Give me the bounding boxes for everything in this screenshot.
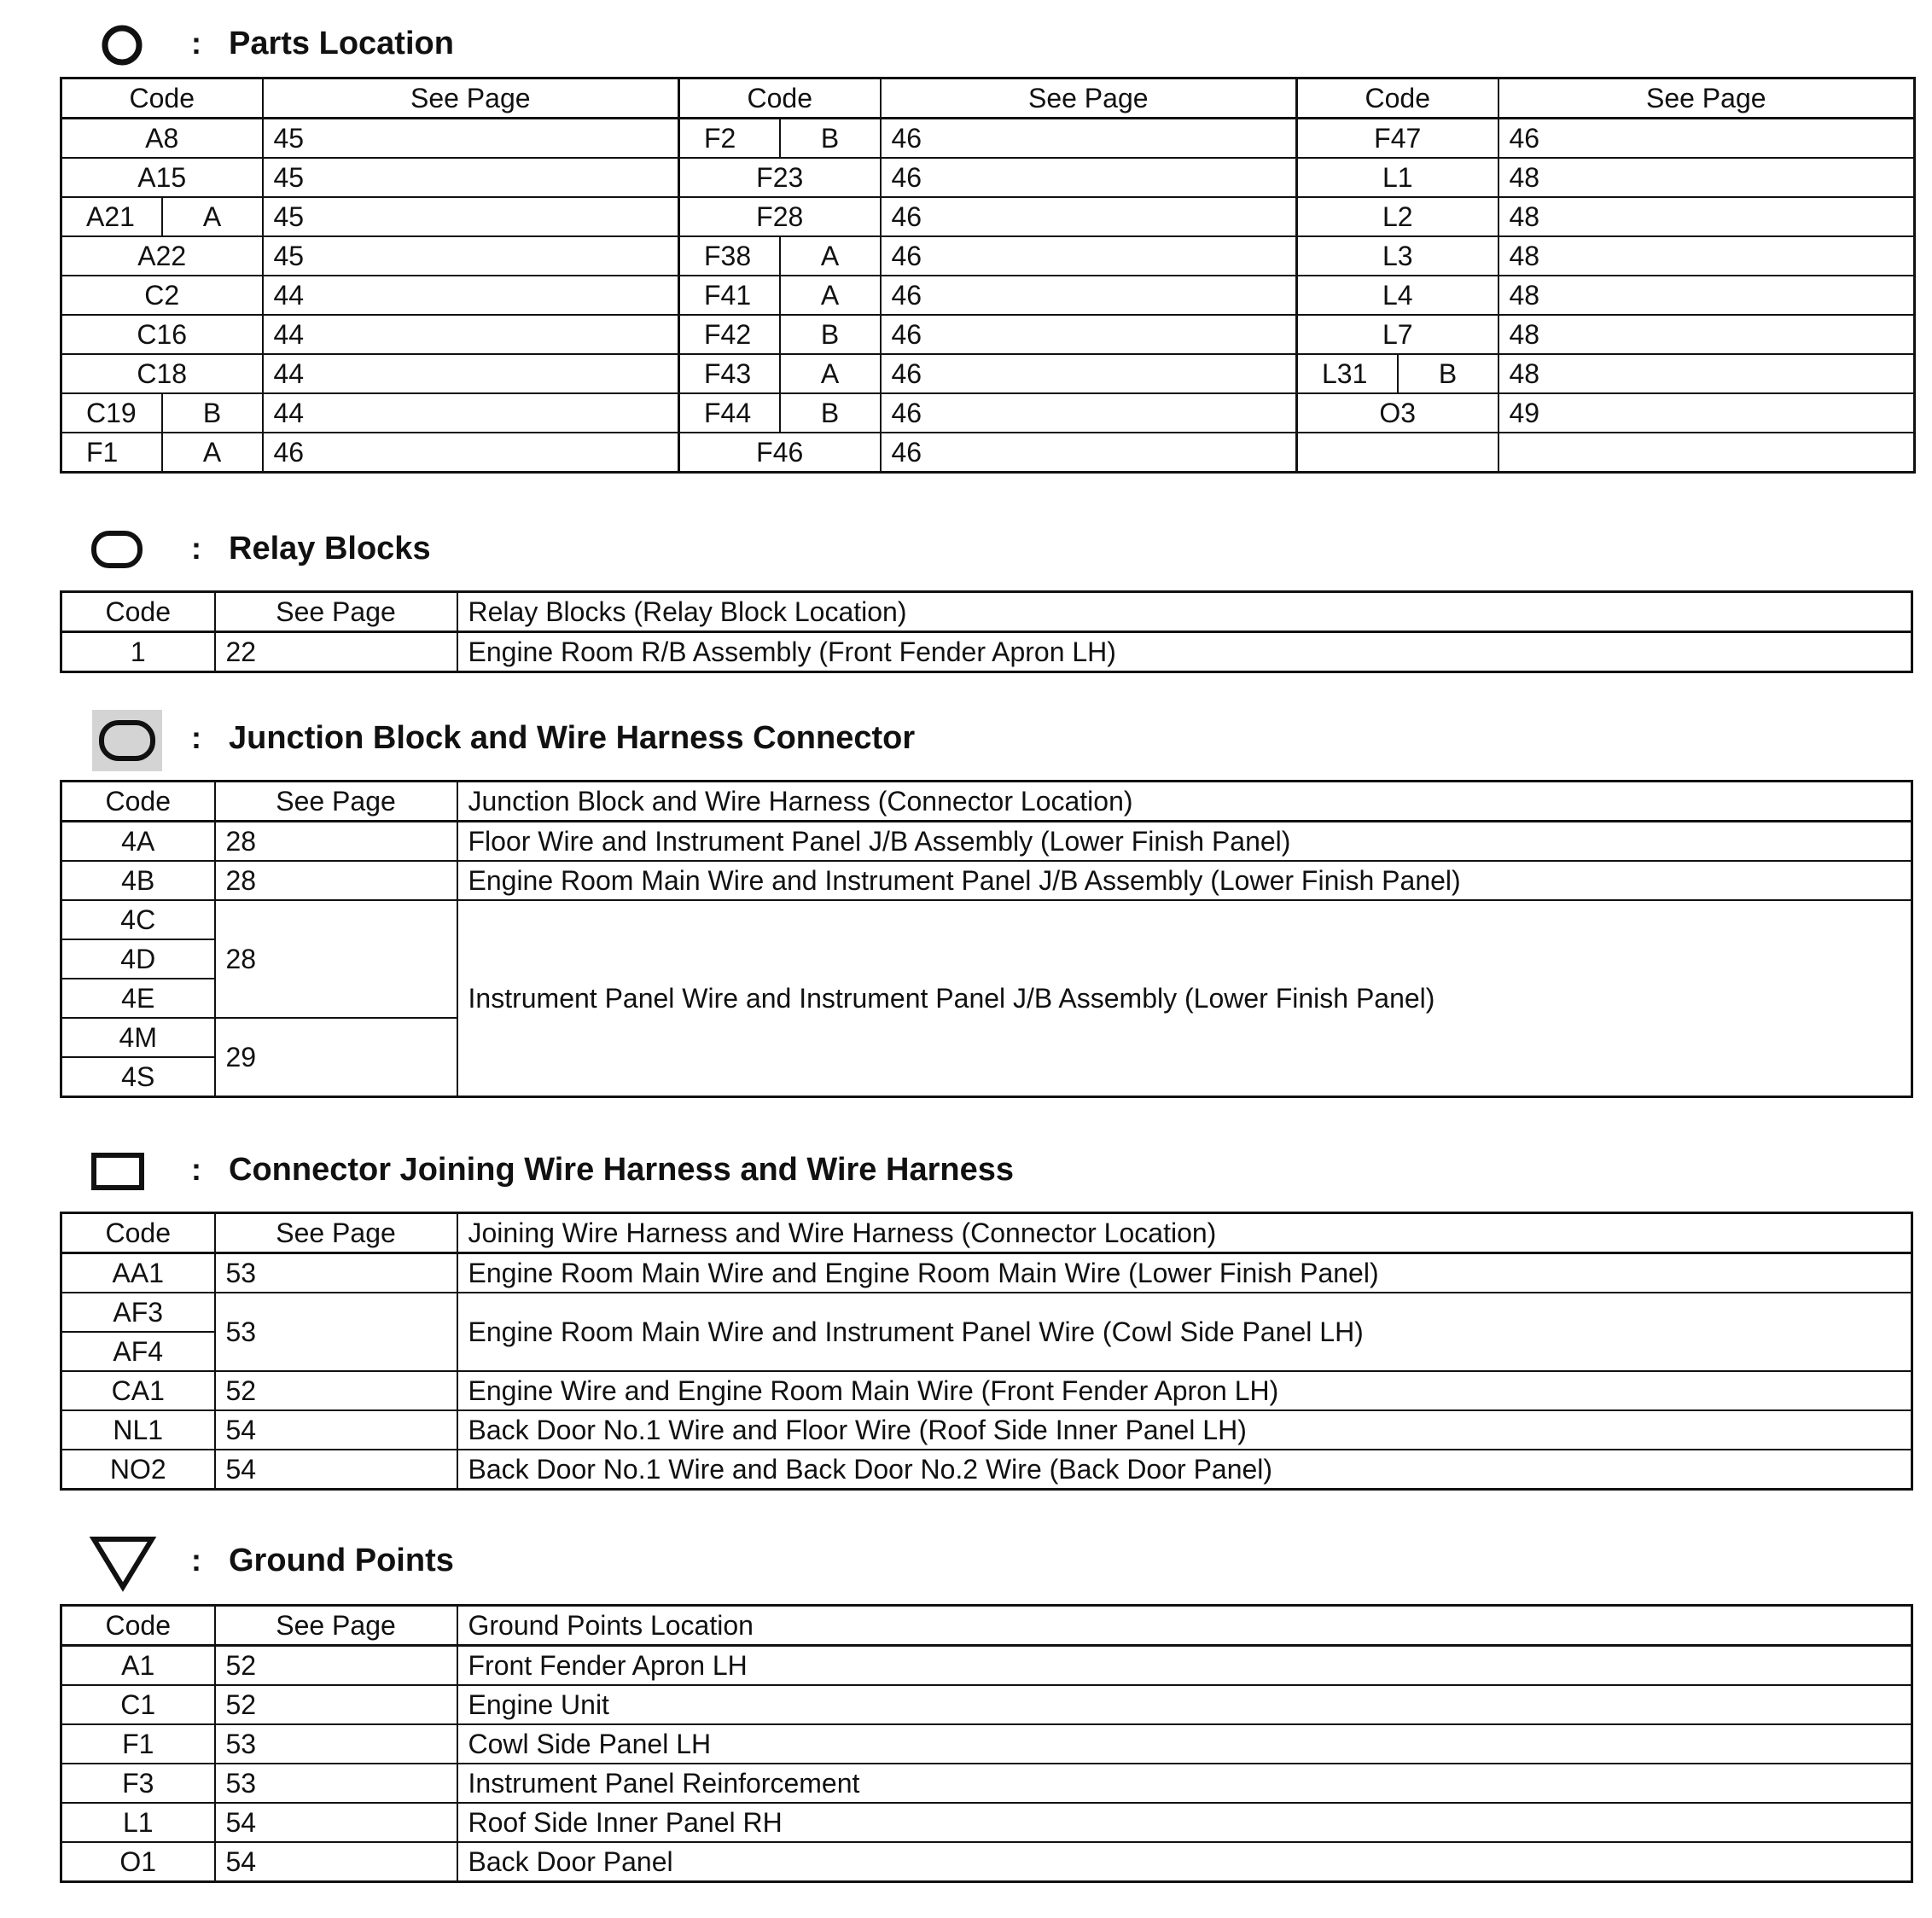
description-cell: Floor Wire and Instrument Panel J/B Assembly (Lower Finish Panel) bbox=[457, 822, 1912, 862]
page-cell: 46 bbox=[881, 433, 1297, 473]
code-cell: L1 bbox=[1297, 158, 1498, 197]
page-cell: 46 bbox=[881, 354, 1297, 393]
column-header: Code bbox=[61, 1606, 215, 1646]
code-cell: L31 bbox=[1297, 354, 1398, 393]
junction-block-colon: : bbox=[191, 720, 201, 755]
description-cell: Engine Room R/B Assembly (Front Fender Apron LH) bbox=[457, 632, 1912, 672]
code-cell: F44 bbox=[679, 393, 780, 433]
page-cell: 22 bbox=[215, 632, 457, 672]
shaded-rounded-rectangle-icon bbox=[92, 710, 162, 771]
parts-location-table bbox=[60, 77, 1916, 474]
connector-joining-title: Connector Joining Wire Harness and Wire Harness bbox=[229, 1152, 1014, 1188]
parts-location-header bbox=[0, 19, 1280, 70]
code-cell: 4M bbox=[61, 1018, 215, 1057]
column-header: See Page bbox=[263, 78, 679, 119]
code-cell: F1 bbox=[61, 1724, 215, 1764]
code-cell: A22 bbox=[61, 236, 263, 276]
page-cell: 54 bbox=[215, 1410, 457, 1450]
description-cell: Back Door No.1 Wire and Floor Wire (Roof Side Inner Panel LH) bbox=[457, 1410, 1912, 1450]
code-cell: L7 bbox=[1297, 315, 1498, 354]
code-cell: 4S bbox=[61, 1057, 215, 1097]
code-cell: 4D bbox=[61, 939, 215, 979]
code-sub-cell: B bbox=[162, 393, 263, 433]
junction-block-header bbox=[0, 710, 1280, 761]
parts-location-title: Parts Location bbox=[229, 26, 454, 61]
relay-blocks-table bbox=[60, 590, 1913, 673]
table-row bbox=[61, 276, 1915, 315]
parts-location-colon: : bbox=[191, 26, 201, 61]
page-cell: 45 bbox=[263, 236, 679, 276]
page-cell: 28 bbox=[215, 822, 457, 862]
page-cell: 54 bbox=[215, 1842, 457, 1882]
code-cell: F41 bbox=[679, 276, 780, 315]
code-cell: C16 bbox=[61, 315, 263, 354]
description-cell: Engine Room Main Wire and Engine Room Main Wire (Lower Finish Panel) bbox=[457, 1253, 1912, 1293]
page-cell: 54 bbox=[215, 1450, 457, 1490]
page-cell: 53 bbox=[215, 1253, 457, 1293]
code-cell: O3 bbox=[1297, 393, 1498, 433]
description-cell: Roof Side Inner Panel RH bbox=[457, 1803, 1912, 1842]
table-row bbox=[61, 632, 1912, 672]
code-cell: C1 bbox=[61, 1685, 215, 1724]
table-row bbox=[61, 1293, 1912, 1332]
page-cell: 48 bbox=[1498, 276, 1915, 315]
junction-block-table bbox=[60, 780, 1913, 1098]
code-cell: F23 bbox=[679, 158, 881, 197]
page-cell: 46 bbox=[1498, 119, 1915, 159]
code-cell: F2 bbox=[679, 119, 780, 159]
circle-icon bbox=[101, 24, 143, 67]
page-cell: 49 bbox=[1498, 393, 1915, 433]
code-sub-cell: A bbox=[780, 236, 881, 276]
code-cell: A21 bbox=[61, 197, 162, 236]
page-cell: 46 bbox=[881, 276, 1297, 315]
page-cell: 46 bbox=[881, 315, 1297, 354]
table-row bbox=[61, 236, 1915, 276]
page-cell: 46 bbox=[881, 158, 1297, 197]
rectangle-icon bbox=[90, 1150, 145, 1193]
table-row bbox=[61, 158, 1915, 197]
page-cell: 44 bbox=[263, 393, 679, 433]
column-header: Ground Points Location bbox=[457, 1606, 1912, 1646]
column-header: Code bbox=[679, 78, 881, 119]
page-cell: 46 bbox=[881, 393, 1297, 433]
relay-blocks-header bbox=[0, 524, 1280, 575]
column-header: Joining Wire Harness and Wire Harness (Connector Location) bbox=[457, 1213, 1912, 1253]
column-header: Junction Block and Wire Harness (Connector Location) bbox=[457, 782, 1912, 822]
code-cell: 4C bbox=[61, 900, 215, 939]
page-cell: 44 bbox=[263, 354, 679, 393]
table-header-row bbox=[61, 1606, 1912, 1646]
code-cell: NO2 bbox=[61, 1450, 215, 1490]
connector-joining-colon: : bbox=[191, 1152, 201, 1187]
table-row bbox=[61, 1410, 1912, 1450]
ground-points-table bbox=[60, 1604, 1913, 1883]
table-row bbox=[61, 433, 1915, 473]
page-cell: 46 bbox=[881, 197, 1297, 236]
code-cell: AF3 bbox=[61, 1293, 215, 1332]
code-cell: F42 bbox=[679, 315, 780, 354]
page-cell: 45 bbox=[263, 119, 679, 159]
code-cell: 4B bbox=[61, 861, 215, 900]
table-row bbox=[61, 1724, 1912, 1764]
column-header: See Page bbox=[881, 78, 1297, 119]
triangle-down-icon bbox=[89, 1534, 157, 1592]
page-cell: 48 bbox=[1498, 236, 1915, 276]
page-cell: 52 bbox=[215, 1371, 457, 1410]
code-cell: L3 bbox=[1297, 236, 1498, 276]
column-header: Code bbox=[61, 782, 215, 822]
code-sub-cell: B bbox=[780, 393, 881, 433]
description-cell: Instrument Panel Reinforcement bbox=[457, 1764, 1912, 1803]
table-row bbox=[61, 1685, 1912, 1724]
column-header: See Page bbox=[215, 592, 457, 632]
code-cell: A8 bbox=[61, 119, 263, 159]
table-row bbox=[61, 1803, 1912, 1842]
table-row bbox=[61, 1253, 1912, 1293]
column-header: Relay Blocks (Relay Block Location) bbox=[457, 592, 1912, 632]
relay-blocks-title: Relay Blocks bbox=[229, 531, 431, 567]
code-cell: AF4 bbox=[61, 1332, 215, 1371]
table-row bbox=[61, 393, 1915, 433]
page-cell: 48 bbox=[1498, 158, 1915, 197]
table-row bbox=[61, 1450, 1912, 1490]
page-cell: 44 bbox=[263, 315, 679, 354]
code-cell: NL1 bbox=[61, 1410, 215, 1450]
code-cell: 4A bbox=[61, 822, 215, 862]
table-row bbox=[61, 315, 1915, 354]
description-cell: Back Door No.1 Wire and Back Door No.2 Wire (Back Door Panel) bbox=[457, 1450, 1912, 1490]
code-cell: 4E bbox=[61, 979, 215, 1018]
table-row bbox=[61, 861, 1912, 900]
description-cell: Engine Room Main Wire and Instrument Panel Wire (Cowl Side Panel LH) bbox=[457, 1293, 1912, 1371]
code-cell: A1 bbox=[61, 1646, 215, 1686]
table-row bbox=[61, 1371, 1912, 1410]
page-cell bbox=[1498, 433, 1915, 473]
page-cell: 46 bbox=[881, 236, 1297, 276]
page-cell: 29 bbox=[215, 1018, 457, 1097]
code-cell: A15 bbox=[61, 158, 263, 197]
code-cell: F43 bbox=[679, 354, 780, 393]
code-cell: C18 bbox=[61, 354, 263, 393]
description-cell: Instrument Panel Wire and Instrument Panel J/B Assembly (Lower Finish Panel) bbox=[457, 900, 1912, 1097]
page-cell: 48 bbox=[1498, 315, 1915, 354]
table-header-row bbox=[61, 782, 1912, 822]
description-cell: Engine Room Main Wire and Instrument Panel J/B Assembly (Lower Finish Panel) bbox=[457, 861, 1912, 900]
page-cell: 45 bbox=[263, 197, 679, 236]
page-cell: 53 bbox=[215, 1764, 457, 1803]
code-cell: 1 bbox=[61, 632, 215, 672]
code-sub-cell: A bbox=[162, 197, 263, 236]
junction-block-title: Junction Block and Wire Harness Connector bbox=[229, 720, 916, 756]
code-cell: O1 bbox=[61, 1842, 215, 1882]
code-sub-cell: B bbox=[1398, 354, 1498, 393]
description-cell: Engine Wire and Engine Room Main Wire (Front Fender Apron LH) bbox=[457, 1371, 1912, 1410]
column-header: Code bbox=[61, 78, 263, 119]
description-cell: Engine Unit bbox=[457, 1685, 1912, 1724]
code-sub-cell: A bbox=[162, 433, 263, 473]
code-cell: AA1 bbox=[61, 1253, 215, 1293]
table-header-row bbox=[61, 1213, 1912, 1253]
column-header: Code bbox=[1297, 78, 1498, 119]
code-cell: L4 bbox=[1297, 276, 1498, 315]
code-cell: F46 bbox=[679, 433, 881, 473]
table-header-row bbox=[61, 78, 1915, 119]
code-cell: L2 bbox=[1297, 197, 1498, 236]
relay-blocks-colon: : bbox=[191, 531, 201, 566]
code-cell: L1 bbox=[61, 1803, 215, 1842]
page-cell: 52 bbox=[215, 1685, 457, 1724]
table-header-row bbox=[61, 592, 1912, 632]
page-cell: 28 bbox=[215, 861, 457, 900]
page-cell: 54 bbox=[215, 1803, 457, 1842]
code-cell: F47 bbox=[1297, 119, 1498, 159]
page-cell: 53 bbox=[215, 1293, 457, 1371]
page-cell: 45 bbox=[263, 158, 679, 197]
code-cell: F3 bbox=[61, 1764, 215, 1803]
table-row bbox=[61, 822, 1912, 862]
ground-points-title: Ground Points bbox=[229, 1543, 454, 1578]
connector-joining-table bbox=[60, 1212, 1913, 1491]
code-cell: C19 bbox=[61, 393, 162, 433]
page-cell: 48 bbox=[1498, 197, 1915, 236]
code-cell: C2 bbox=[61, 276, 263, 315]
page-cell: 53 bbox=[215, 1724, 457, 1764]
connector-joining-header bbox=[0, 1145, 1280, 1196]
table-row bbox=[61, 900, 1912, 939]
table-row bbox=[61, 1842, 1912, 1882]
page-cell: 46 bbox=[881, 119, 1297, 159]
code-sub-cell: B bbox=[780, 315, 881, 354]
code-sub-cell: A bbox=[780, 276, 881, 315]
column-header: See Page bbox=[1498, 78, 1915, 119]
code-cell: F1 bbox=[61, 433, 162, 473]
code-cell bbox=[1297, 433, 1498, 473]
page-cell: 46 bbox=[263, 433, 679, 473]
rounded-rectangle-icon bbox=[90, 529, 145, 572]
description-cell: Cowl Side Panel LH bbox=[457, 1724, 1912, 1764]
table-row bbox=[61, 119, 1915, 159]
description-cell: Back Door Panel bbox=[457, 1842, 1912, 1882]
page-cell: 44 bbox=[263, 276, 679, 315]
description-cell: Front Fender Apron LH bbox=[457, 1646, 1912, 1686]
ground-points-header bbox=[0, 1534, 1280, 1585]
table-row bbox=[61, 354, 1915, 393]
column-header: Code bbox=[61, 592, 215, 632]
ground-points-colon: : bbox=[191, 1543, 201, 1578]
column-header: See Page bbox=[215, 782, 457, 822]
column-header: See Page bbox=[215, 1606, 457, 1646]
page-cell: 48 bbox=[1498, 354, 1915, 393]
page-cell: 28 bbox=[215, 900, 457, 1018]
table-row bbox=[61, 1764, 1912, 1803]
code-sub-cell: A bbox=[780, 354, 881, 393]
code-cell: F38 bbox=[679, 236, 780, 276]
column-header: Code bbox=[61, 1213, 215, 1253]
table-row bbox=[61, 197, 1915, 236]
code-cell: F28 bbox=[679, 197, 881, 236]
table-row bbox=[61, 1646, 1912, 1686]
code-cell: CA1 bbox=[61, 1371, 215, 1410]
code-sub-cell: B bbox=[780, 119, 881, 159]
column-header: See Page bbox=[215, 1213, 457, 1253]
page-cell: 52 bbox=[215, 1646, 457, 1686]
